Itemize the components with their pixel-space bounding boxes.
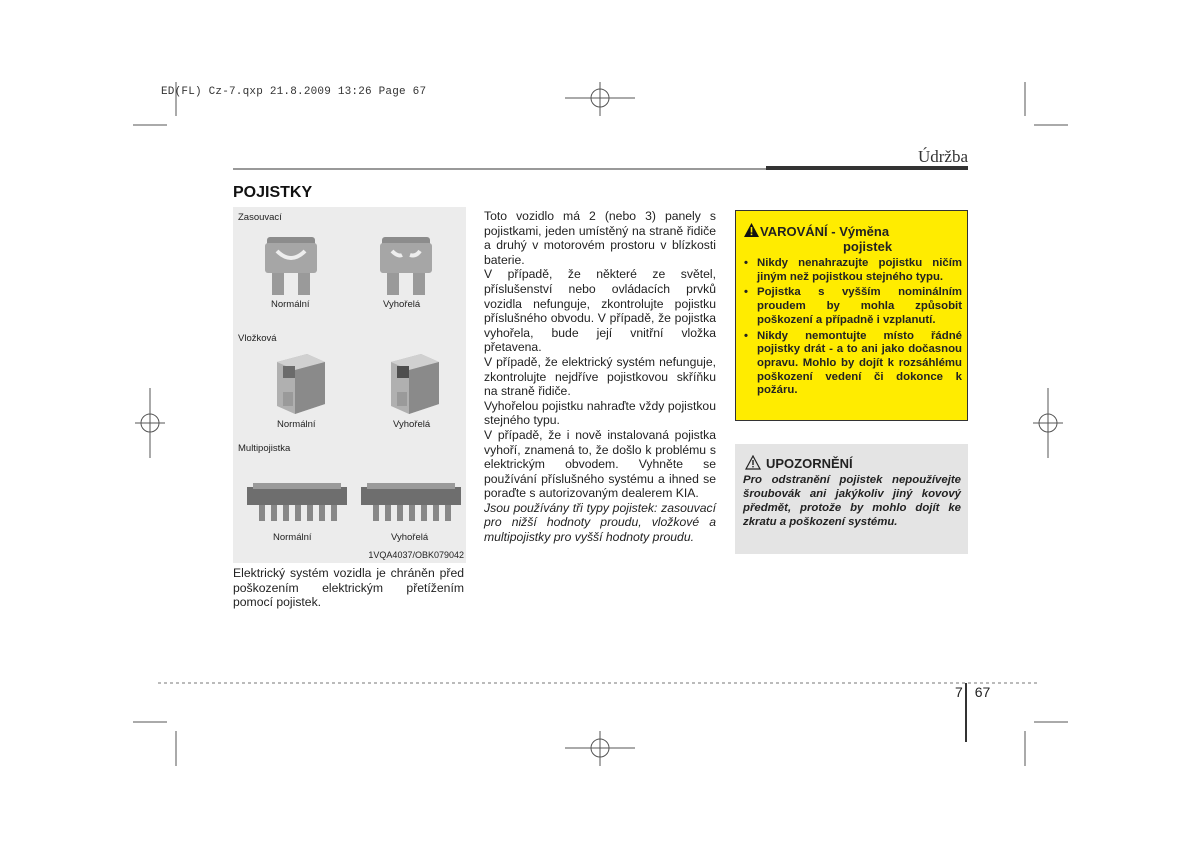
blade-fuse-normal-icon <box>263 235 319 297</box>
page-number <box>955 684 990 700</box>
warning-title: VAROVÁNÍ - Výměna <box>760 224 890 239</box>
caption-blown-2: Vyhořelá <box>393 419 431 430</box>
multi-fuse-normal-icon <box>245 483 349 527</box>
paragraph-3: V případě, že elektrický systém nefunguje, zkontrolujte nejdříve pojistkovou skříňku na straně řidiče. <box>484 354 716 399</box>
page-title: POJISTKY <box>233 184 313 201</box>
warning-item <box>742 286 962 327</box>
warning-list <box>742 257 962 400</box>
caption-normal-3: Normální <box>273 532 312 543</box>
caution-box <box>735 444 968 554</box>
warning-icon <box>744 223 759 237</box>
print-slug: ED(FL) Cz-7.qxp 21.8.2009 13:26 Page 67 <box>161 86 427 98</box>
warning-item <box>742 330 962 399</box>
paragraph-5: V případě, že i nově instalovaná pojistka vyhoří, znamená to, že došlo k problému s elektrickým obvodem. Vyhněte se používání příslušného systému a ihned se poraďte s autorizovaným dealerem KIA. <box>484 427 716 501</box>
paragraph-2: V případě, že některé ze světel, příslušenství nebo ovládacích prvků vozidla nefunguje, zkontrolujte pojistku příslušného obvodu. V případě, že pojistka vyhořela, bude její vnitřní vložka přetavena. <box>484 267 716 355</box>
warning-item <box>742 257 962 284</box>
multi-fuse-blown-icon <box>359 483 463 527</box>
figure-label-multi: Multipojistka <box>238 443 291 454</box>
caption-blown-1: Vyhořelá <box>383 299 421 310</box>
paragraph-1: Toto vozidlo má 2 (nebo 3) panely s pojistkami, jeden umístěný na straně řidiče a druhý v motorovém prostoru v blízkosti baterie. <box>484 209 716 267</box>
caption-normal-1: Normální <box>271 299 310 310</box>
caption-blown-3: Vyhořelá <box>391 532 429 543</box>
middle-column <box>484 209 716 545</box>
warning-item-text: Nikdy nenahrazujte pojistku ničím jiným než pojistkou stejného typu. <box>757 257 962 283</box>
section-title: Údržba <box>917 147 968 166</box>
blade-fuse-blown-icon <box>378 235 434 297</box>
page-number-value: 67 <box>974 684 991 700</box>
cartridge-fuse-normal-icon <box>269 352 327 418</box>
chapter-number: 7 <box>955 684 963 700</box>
bullet: • <box>744 286 748 299</box>
paragraph-4: Vyhořelou pojistku nahraďte vždy pojistkou stejného typu. <box>484 398 716 428</box>
figure-label-blade: Zasouvací <box>238 212 282 223</box>
caution-text: Pro odstranění pojistek nepoužívejte šroubovák ani jakýkoliv jiný kovový předmět, protože by mohlo dojít ke zkratu a poškození systému. <box>743 474 961 528</box>
intro-text <box>233 566 464 610</box>
warning-item-text: Nikdy nemontujte místo řádné pojistky drát - a to ani jako dočasnou opravu. Mohlo by dojít k rozsáhlému poškození vedení či dokonce k požáru. <box>757 329 962 397</box>
paragraph-6: Jsou používány tři typy pojistek: zasouvací pro nižší hodnoty proudu, vložkové a multipojistky pro vyšší hodnoty proudu. <box>484 500 716 545</box>
warning-box <box>735 210 968 421</box>
intro-paragraph: Elektrický systém vozidla je chráněn před poškozením elektrickým přetížením pomocí pojistek. <box>233 566 464 610</box>
warning-item-text: Pojistka s vyšším nominálním proudem by mohla způsobit poškození a případně i vzplanutí. <box>757 286 962 326</box>
caution-icon <box>745 455 761 470</box>
caption-normal-2: Normální <box>277 419 316 430</box>
caution-title: UPOZORNĚNÍ <box>766 456 853 471</box>
fuse-figure <box>233 207 466 563</box>
figure-code: 1VQA4037/OBK079042 <box>368 550 464 560</box>
figure-label-cartridge: Vložková <box>238 333 277 344</box>
bullet: • <box>744 329 748 342</box>
warning-subtitle: pojistek <box>842 239 893 254</box>
bullet: • <box>744 257 748 269</box>
cartridge-fuse-blown-icon <box>383 352 441 418</box>
